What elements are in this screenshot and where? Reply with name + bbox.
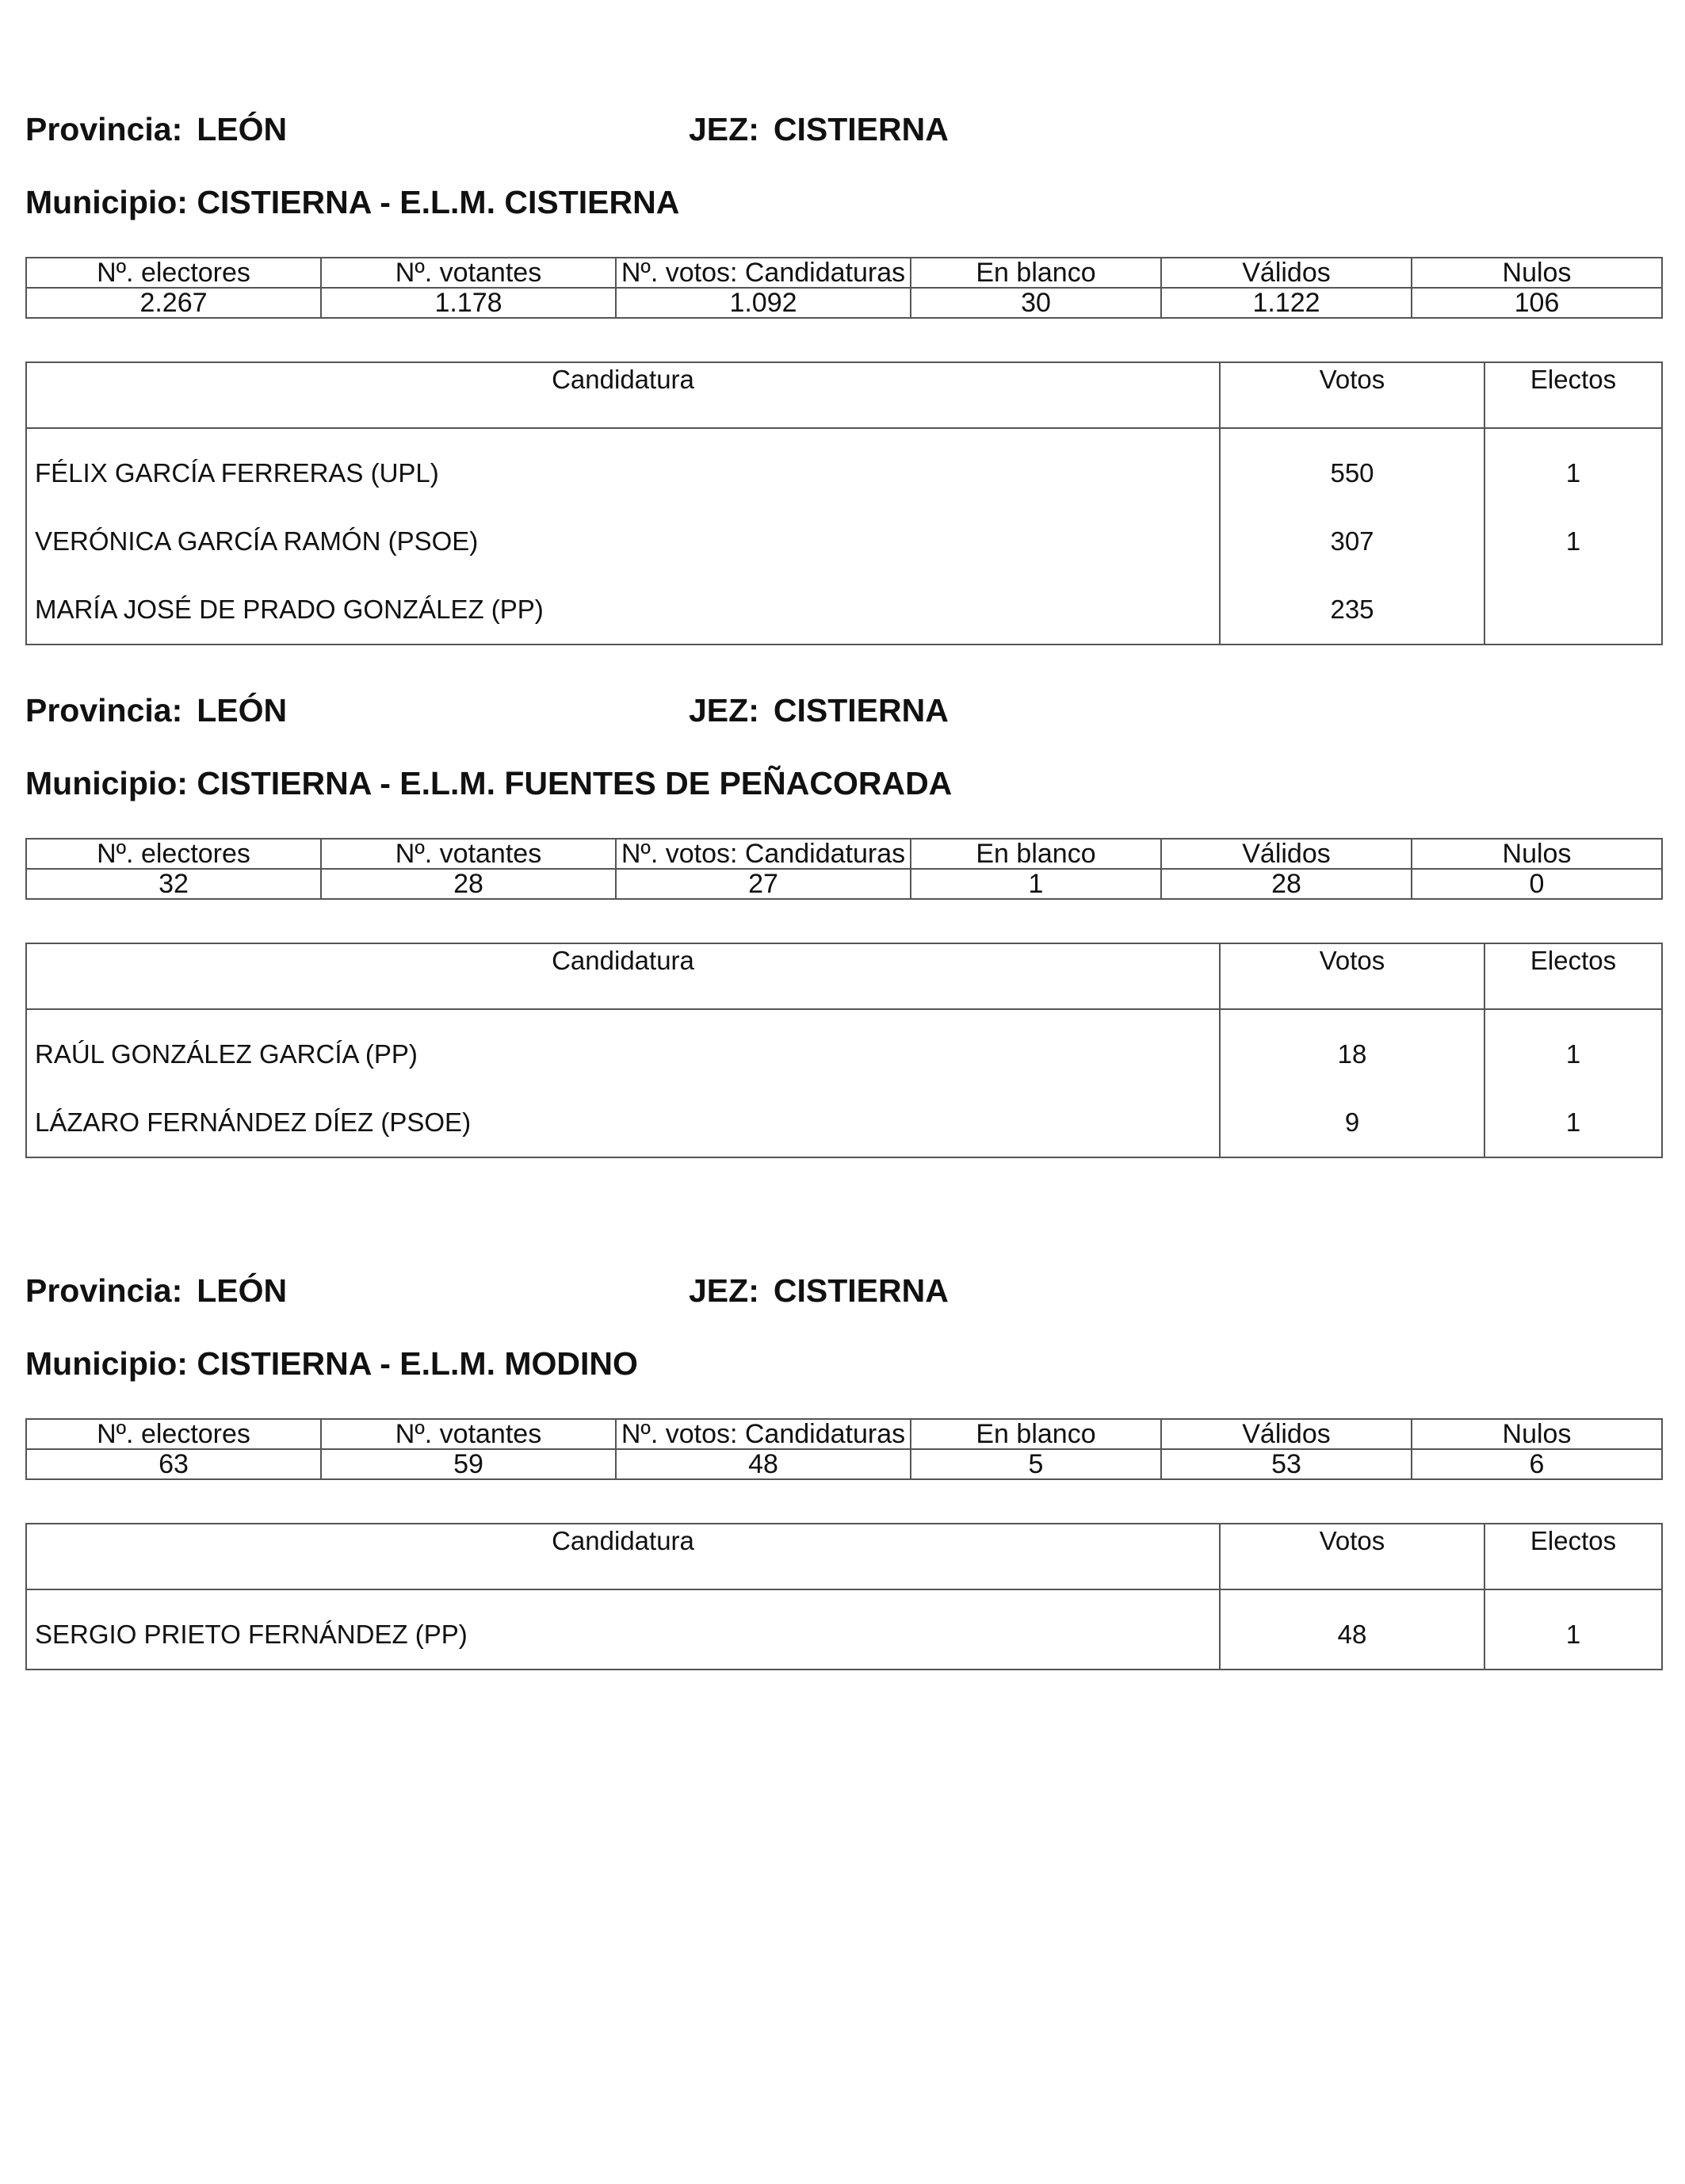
stats-header-row xyxy=(26,258,1662,288)
stats-table xyxy=(25,257,1663,319)
candidate-name: FÉLIX GARCÍA FERRERAS (UPL) xyxy=(26,428,1220,507)
candidate-name: SERGIO PRIETO FERNÁNDEZ (PP) xyxy=(26,1589,1220,1670)
candidate-votos: 307 xyxy=(1220,507,1484,576)
stats-header-cell: Nº. votantes xyxy=(321,839,616,869)
stats-header-cell: Nº. votantes xyxy=(321,1419,616,1449)
candidate-row xyxy=(26,1589,1662,1670)
provincia-label: Provincia: xyxy=(25,692,183,729)
provincia-label: Provincia: xyxy=(25,111,183,147)
votos-header: Votos xyxy=(1220,362,1484,428)
jez-label: JEZ: xyxy=(689,692,759,729)
candidatura-header: Candidatura xyxy=(26,1524,1220,1589)
provincia-heading xyxy=(25,1272,287,1310)
stats-header-cell: Válidos xyxy=(1161,1419,1412,1449)
municipio-value: CISTIERNA - E.L.M. FUENTES DE PEÑACORADA xyxy=(197,765,953,801)
stats-header-cell: En blanco xyxy=(911,839,1161,869)
stats-header-cell: Nº. votantes xyxy=(321,258,616,288)
jez-value: CISTIERNA xyxy=(773,692,949,729)
municipio-label: Municipio: xyxy=(25,765,188,801)
provincia-heading xyxy=(25,692,287,729)
candidate-row xyxy=(26,1088,1662,1157)
jez-value: CISTIERNA xyxy=(773,111,949,147)
candidate-votos: 48 xyxy=(1220,1589,1484,1670)
candidate-name: RAÚL GONZÁLEZ GARCÍA (PP) xyxy=(26,1009,1220,1088)
candidate-row xyxy=(26,576,1662,644)
stats-value-cell: 27 xyxy=(616,869,911,899)
stats-value-cell: 106 xyxy=(1412,288,1662,318)
stats-header-cell: Nulos xyxy=(1412,258,1662,288)
jez-heading xyxy=(689,692,949,729)
candidate-row xyxy=(26,507,1662,576)
electos-header: Electos xyxy=(1484,362,1662,428)
candidate-row xyxy=(26,1009,1662,1088)
stats-header-cell: Válidos xyxy=(1161,258,1412,288)
stats-value-cell: 30 xyxy=(911,288,1161,318)
stats-value-cell: 32 xyxy=(26,869,321,899)
stats-value-cell: 28 xyxy=(1161,869,1412,899)
stats-header-row xyxy=(26,1419,1662,1449)
stats-header-cell: En blanco xyxy=(911,1419,1161,1449)
stats-header-cell: Nº. votos: Candidaturas xyxy=(616,258,911,288)
municipio-heading xyxy=(25,184,679,221)
candidate-electos: 1 xyxy=(1484,1009,1662,1088)
stats-value-cell: 1.122 xyxy=(1161,288,1412,318)
provincia-value: LEÓN xyxy=(197,111,288,147)
electos-header: Electos xyxy=(1484,1524,1662,1589)
electos-header: Electos xyxy=(1484,943,1662,1009)
municipio-value: CISTIERNA - E.L.M. CISTIERNA xyxy=(197,184,680,220)
stats-table xyxy=(25,838,1663,900)
stats-header-cell: En blanco xyxy=(911,258,1161,288)
stats-value-cell: 63 xyxy=(26,1449,321,1479)
stats-header-cell: Nº. votos: Candidaturas xyxy=(616,839,911,869)
candidate-votos: 9 xyxy=(1220,1088,1484,1157)
municipio-heading xyxy=(25,1345,638,1383)
stats-header-cell: Nº. electores xyxy=(26,258,321,288)
candidate-name: LÁZARO FERNÁNDEZ DÍEZ (PSOE) xyxy=(26,1088,1220,1157)
candidate-name: MARÍA JOSÉ DE PRADO GONZÁLEZ (PP) xyxy=(26,576,1220,644)
jez-label: JEZ: xyxy=(689,1272,759,1309)
candidate-electos: 1 xyxy=(1484,428,1662,507)
stats-value-cell: 2.267 xyxy=(26,288,321,318)
candidate-votos: 235 xyxy=(1220,576,1484,644)
jez-value: CISTIERNA xyxy=(773,1272,949,1309)
stats-value-cell: 59 xyxy=(321,1449,616,1479)
provincia-heading xyxy=(25,111,287,148)
stats-value-cell: 1.178 xyxy=(321,288,616,318)
stats-header-cell: Nº. electores xyxy=(26,839,321,869)
stats-value-row xyxy=(26,1449,1662,1479)
candidates-header-row xyxy=(26,1524,1662,1589)
stats-header-row xyxy=(26,839,1662,869)
votos-header: Votos xyxy=(1220,943,1484,1009)
stats-header-cell: Válidos xyxy=(1161,839,1412,869)
stats-header-cell: Nulos xyxy=(1412,1419,1662,1449)
candidate-votos: 18 xyxy=(1220,1009,1484,1088)
candidate-votos: 550 xyxy=(1220,428,1484,507)
jez-heading xyxy=(689,1272,949,1310)
candidates-header-row xyxy=(26,362,1662,428)
municipio-heading xyxy=(25,765,952,802)
candidate-electos: 1 xyxy=(1484,507,1662,576)
candidates-header-row xyxy=(26,943,1662,1009)
candidates-table xyxy=(25,1523,1663,1670)
candidates-table xyxy=(25,943,1663,1158)
stats-value-cell: 48 xyxy=(616,1449,911,1479)
stats-value-cell: 5 xyxy=(911,1449,1161,1479)
stats-value-cell: 6 xyxy=(1412,1449,1662,1479)
provincia-value: LEÓN xyxy=(197,692,288,729)
candidate-electos: 1 xyxy=(1484,1088,1662,1157)
candidates-table xyxy=(25,361,1663,645)
stats-table xyxy=(25,1418,1663,1480)
stats-value-cell: 1 xyxy=(911,869,1161,899)
stats-value-cell: 1.092 xyxy=(616,288,911,318)
stats-header-cell: Nº. electores xyxy=(26,1419,321,1449)
candidate-electos: 1 xyxy=(1484,1589,1662,1670)
jez-heading xyxy=(689,111,949,148)
stats-value-cell: 28 xyxy=(321,869,616,899)
municipio-label: Municipio: xyxy=(25,184,188,220)
candidate-name: VERÓNICA GARCÍA RAMÓN (PSOE) xyxy=(26,507,1220,576)
candidate-electos xyxy=(1484,576,1662,644)
stats-header-cell: Nulos xyxy=(1412,839,1662,869)
stats-value-cell: 53 xyxy=(1161,1449,1412,1479)
municipio-label: Municipio: xyxy=(25,1345,188,1382)
candidatura-header: Candidatura xyxy=(26,362,1220,428)
provincia-label: Provincia: xyxy=(25,1272,183,1309)
municipio-value: CISTIERNA - E.L.M. MODINO xyxy=(197,1345,638,1382)
stats-header-cell: Nº. votos: Candidaturas xyxy=(616,1419,911,1449)
stats-value-row xyxy=(26,869,1662,899)
jez-label: JEZ: xyxy=(689,111,759,147)
stats-value-row xyxy=(26,288,1662,318)
stats-value-cell: 0 xyxy=(1412,869,1662,899)
votos-header: Votos xyxy=(1220,1524,1484,1589)
candidate-row xyxy=(26,428,1662,507)
candidatura-header: Candidatura xyxy=(26,943,1220,1009)
provincia-value: LEÓN xyxy=(197,1272,288,1309)
